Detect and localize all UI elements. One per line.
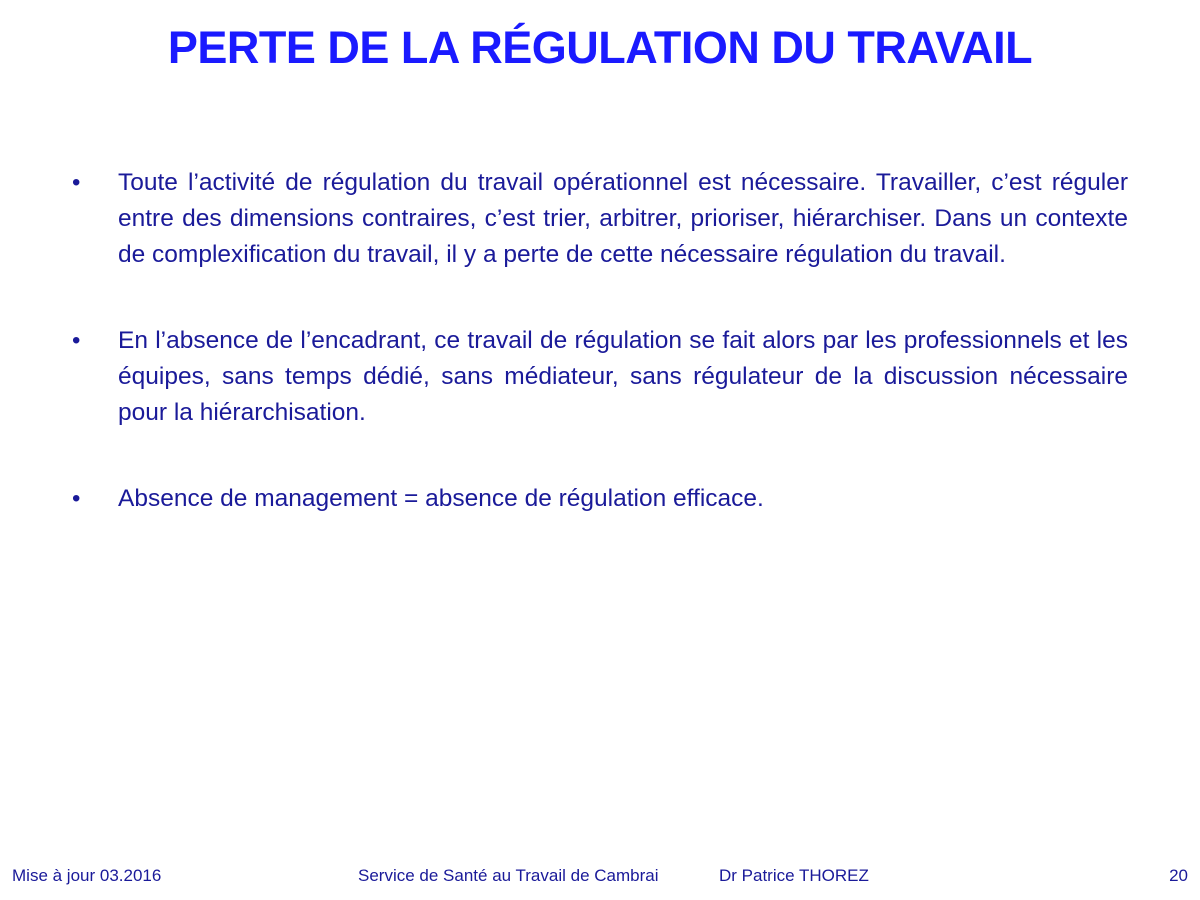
footer-service: Service de Santé au Travail de Cambrai bbox=[358, 866, 659, 885]
bullet-dot-icon: • bbox=[72, 485, 81, 512]
bullet-list bbox=[70, 165, 1128, 567]
footer-author: Dr Patrice THOREZ bbox=[719, 866, 869, 885]
footer-page-number: 20 bbox=[1169, 866, 1188, 885]
bullet-text: Toute l’activité de régulation du travail opérationnel est nécessaire. Travailler, c’est réguler entre des dimensions contraires, c’est trier, arbitrer, prioriser, hiérarchiser. Dans un contexte de complexification du travail, il y a perte de cette nécessaire régulation du travail. bbox=[118, 169, 1128, 268]
slide-footer bbox=[0, 866, 1200, 890]
bullet-item bbox=[70, 165, 1128, 273]
slide-title: PERTE DE LA RÉGULATION DU TRAVAIL bbox=[167, 22, 1033, 73]
footer-date: Mise à jour 03.2016 bbox=[12, 866, 162, 885]
bullet-text: Absence de management = absence de régulation efficace. bbox=[118, 485, 764, 512]
bullet-text: En l’absence de l’encadrant, ce travail de régulation se fait alors par les professionnels et les équipes, sans temps dédié, sans médiateur, sans régulateur de la discussion nécessaire pour la hiérarchisation. bbox=[118, 327, 1128, 426]
bullet-dot-icon: • bbox=[72, 169, 81, 196]
bullet-item bbox=[70, 323, 1128, 431]
bullet-item bbox=[70, 481, 1128, 517]
bullet-dot-icon: • bbox=[72, 327, 81, 354]
